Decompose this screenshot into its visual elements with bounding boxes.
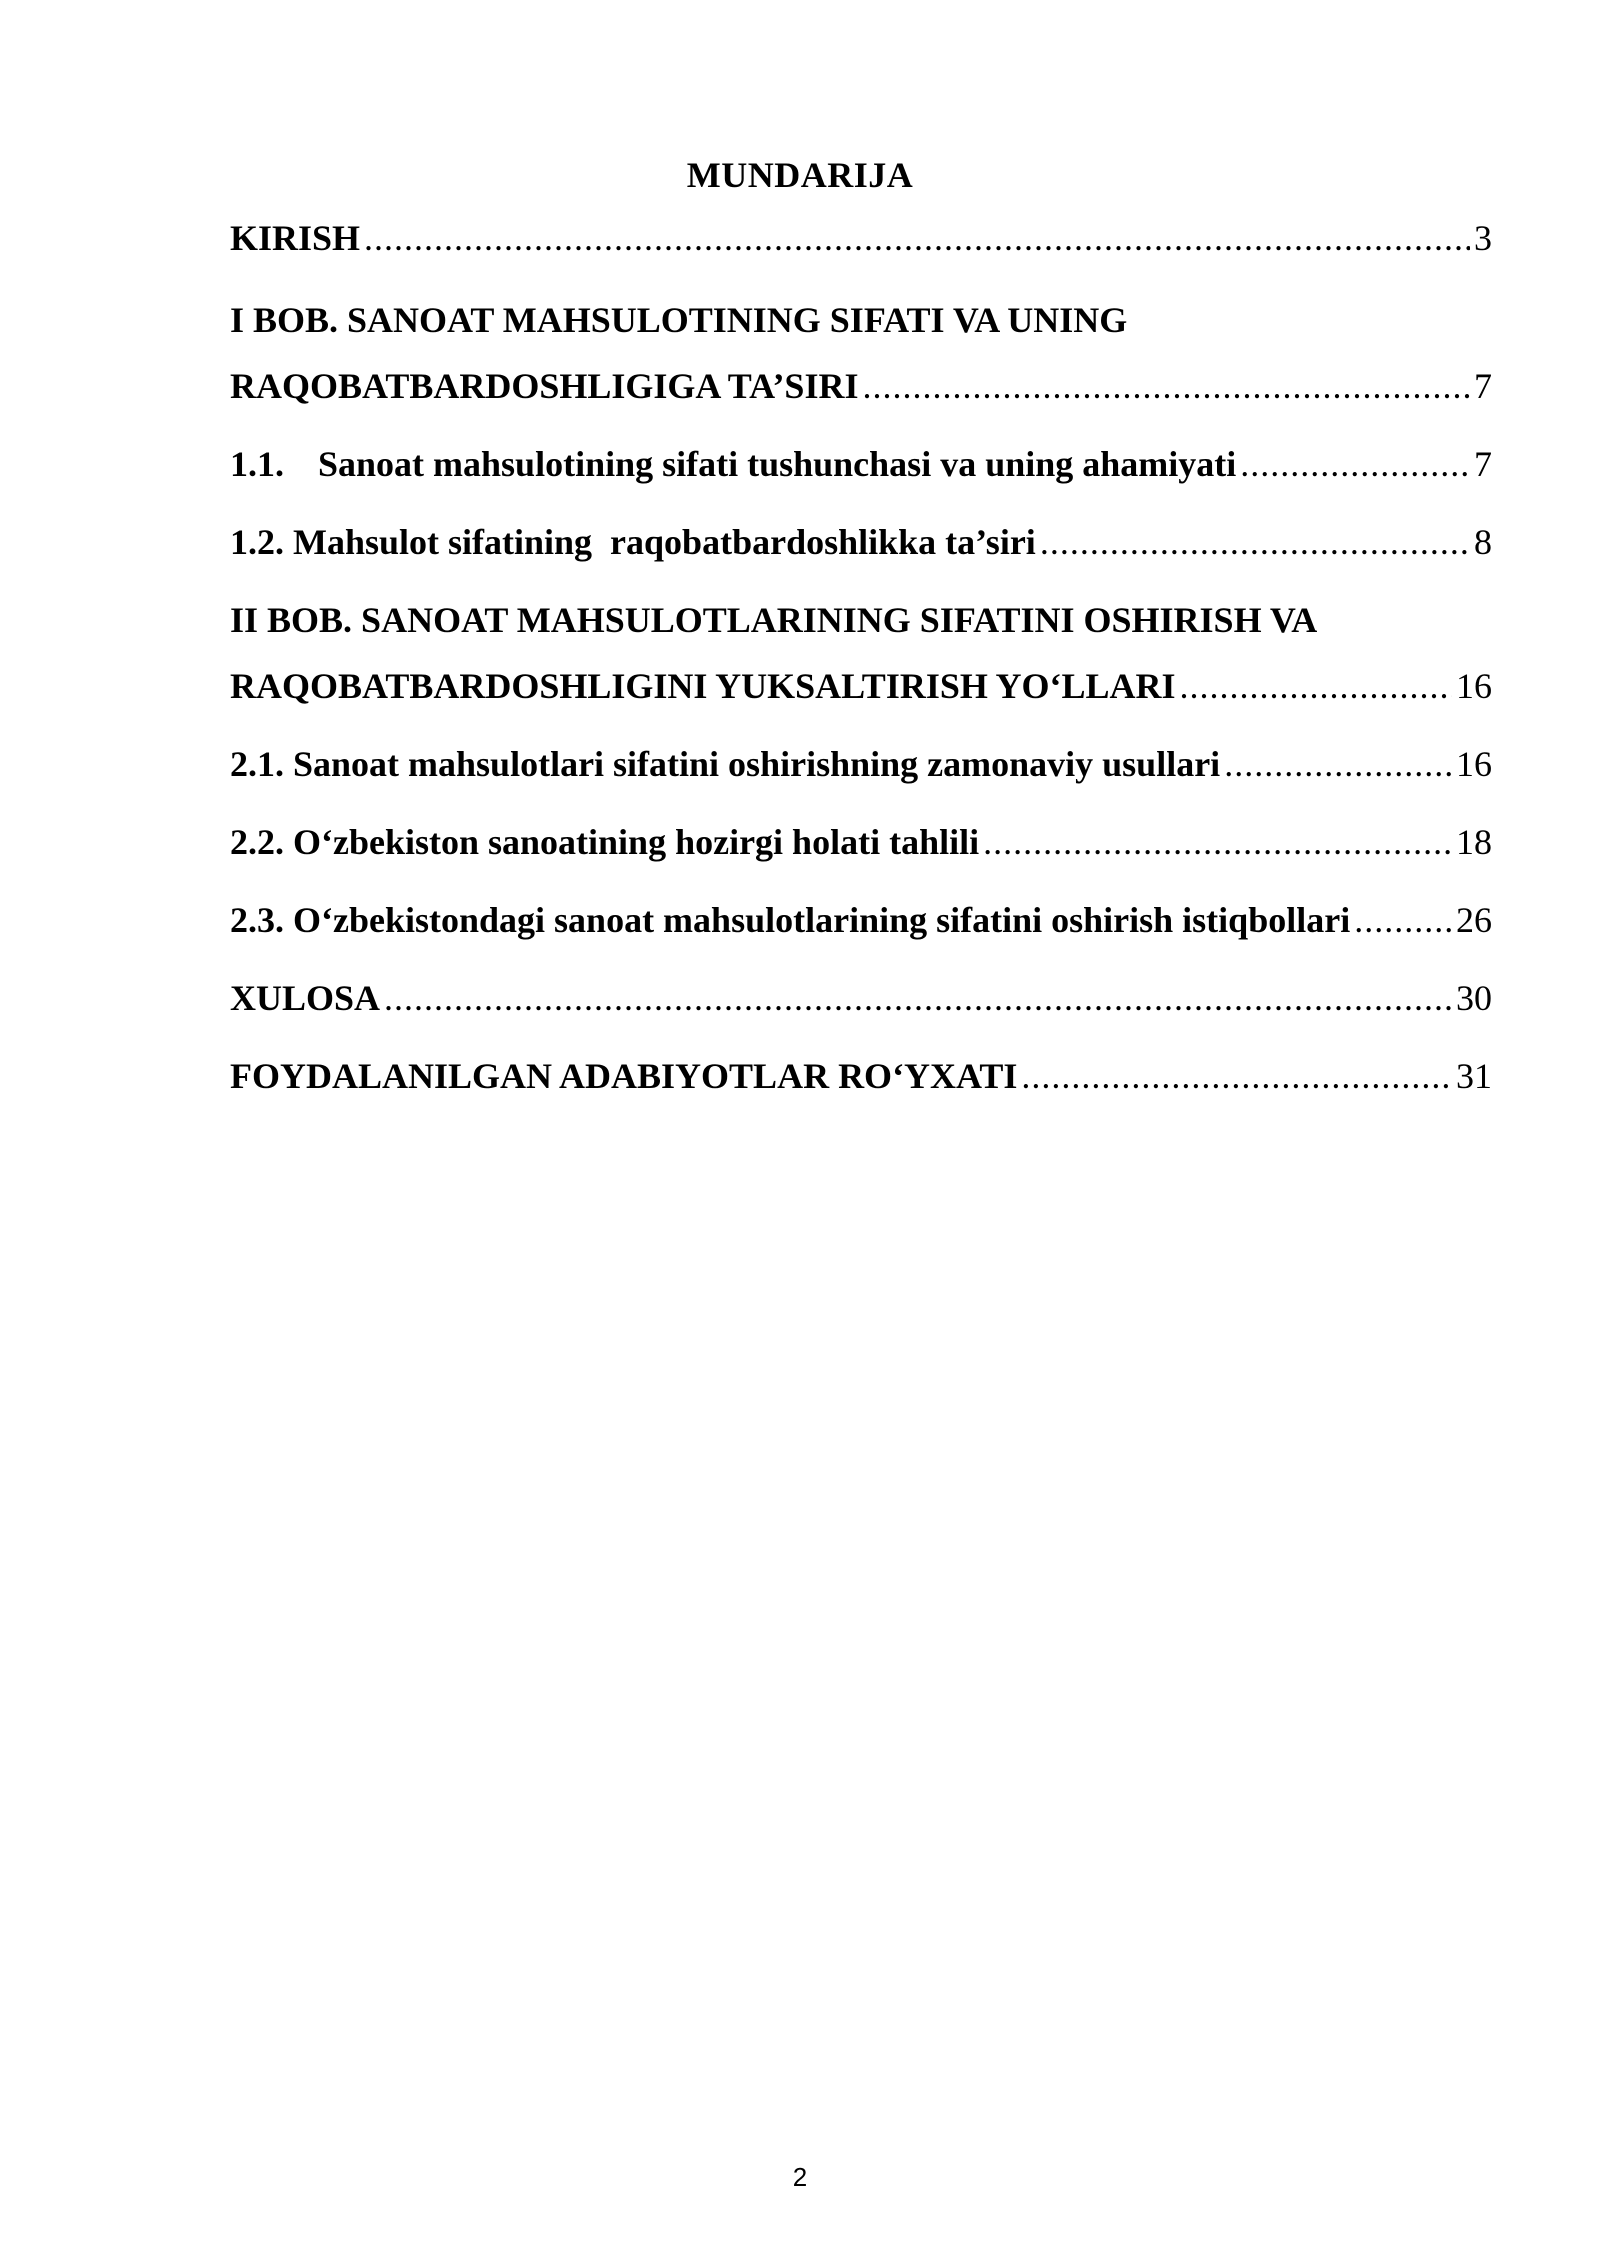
dot-leader [983,816,1452,868]
toc-entry-chapter2[interactable] [230,660,1492,712]
toc-entry-label: 2.3. O‘zbekistondagi sanoat mahsulotlarining sifatini oshirish istiqbollari [230,900,1351,940]
toc-entry-page: 7 [1474,366,1492,406]
toc-entry-1-2[interactable] [230,516,1492,568]
toc-chapter1-line1[interactable]: I BOB. SANOAT MAHSULOTINING SIFATI VA UNING [230,300,1128,340]
dot-leader [862,360,1470,412]
toc-entry-number: 1.1. [230,444,284,484]
toc-entry-page: 7 [1474,444,1492,484]
toc-entry-page: 18 [1456,822,1492,862]
dot-leader [384,972,1452,1024]
toc-entry-2-3[interactable] [230,894,1492,946]
toc-entry-adabiyotlar[interactable] [230,1050,1492,1102]
toc-entry-page: 31 [1456,1056,1492,1096]
toc-entry-kirish[interactable] [230,212,1492,264]
dot-leader [364,212,1470,264]
toc-entry-2-2[interactable] [230,816,1492,868]
toc-entry-label: 1.2. Mahsulot sifatining raqobatbardoshlikka ta’siri [230,522,1036,562]
toc-entry-label: XULOSA [230,978,381,1018]
toc-entry-page: 26 [1456,900,1492,940]
toc-title: MUNDARIJA [686,155,914,195]
dot-leader [1021,1050,1452,1102]
dot-leader [1040,516,1470,568]
toc-entry-xulosa[interactable] [230,972,1492,1024]
dot-leader [1240,438,1470,490]
toc-entry-page: 8 [1474,522,1492,562]
toc-entry-label: 2.2. O‘zbekiston sanoatining hozirgi holati tahlili [230,822,980,862]
dot-leader [1224,738,1452,790]
toc-entry-page: 16 [1456,666,1492,706]
dot-leader [1354,894,1452,946]
toc-entry-label: FOYDALANILGAN ADABIYOTLAR RO‘YXATI [230,1056,1018,1096]
toc-entry-label: RAQOBATBARDOSHLIGIGA TA’SIRI [230,366,859,406]
toc-entry-page: 30 [1456,978,1492,1018]
toc-chapter2-line1[interactable]: II BOB. SANOAT MAHSULOTLARINING SIFATINI OSHIRISH VA [230,600,1318,640]
toc-entry-2-1[interactable] [230,738,1492,790]
toc-entry-1-1[interactable] [230,438,1492,490]
toc-entry-chapter1[interactable] [230,360,1492,412]
toc-entry-label [230,438,1236,490]
toc-entry-label: KIRISH [230,218,361,258]
toc-entry-text: Sanoat mahsulotining sifati tushunchasi va uning ahamiyati [318,444,1237,484]
dot-leader [1180,660,1452,712]
page-number: 2 [792,2162,808,2192]
toc-entry-label: RAQOBATBARDOSHLIGINI YUKSALTIRISH YO‘LLARI [230,666,1176,706]
toc-entry-label: 2.1. Sanoat mahsulotlari sifatini oshirishning zamonaviy usullari [230,744,1221,784]
toc-entry-page: 16 [1456,744,1492,784]
toc-entry-page: 3 [1474,218,1492,258]
